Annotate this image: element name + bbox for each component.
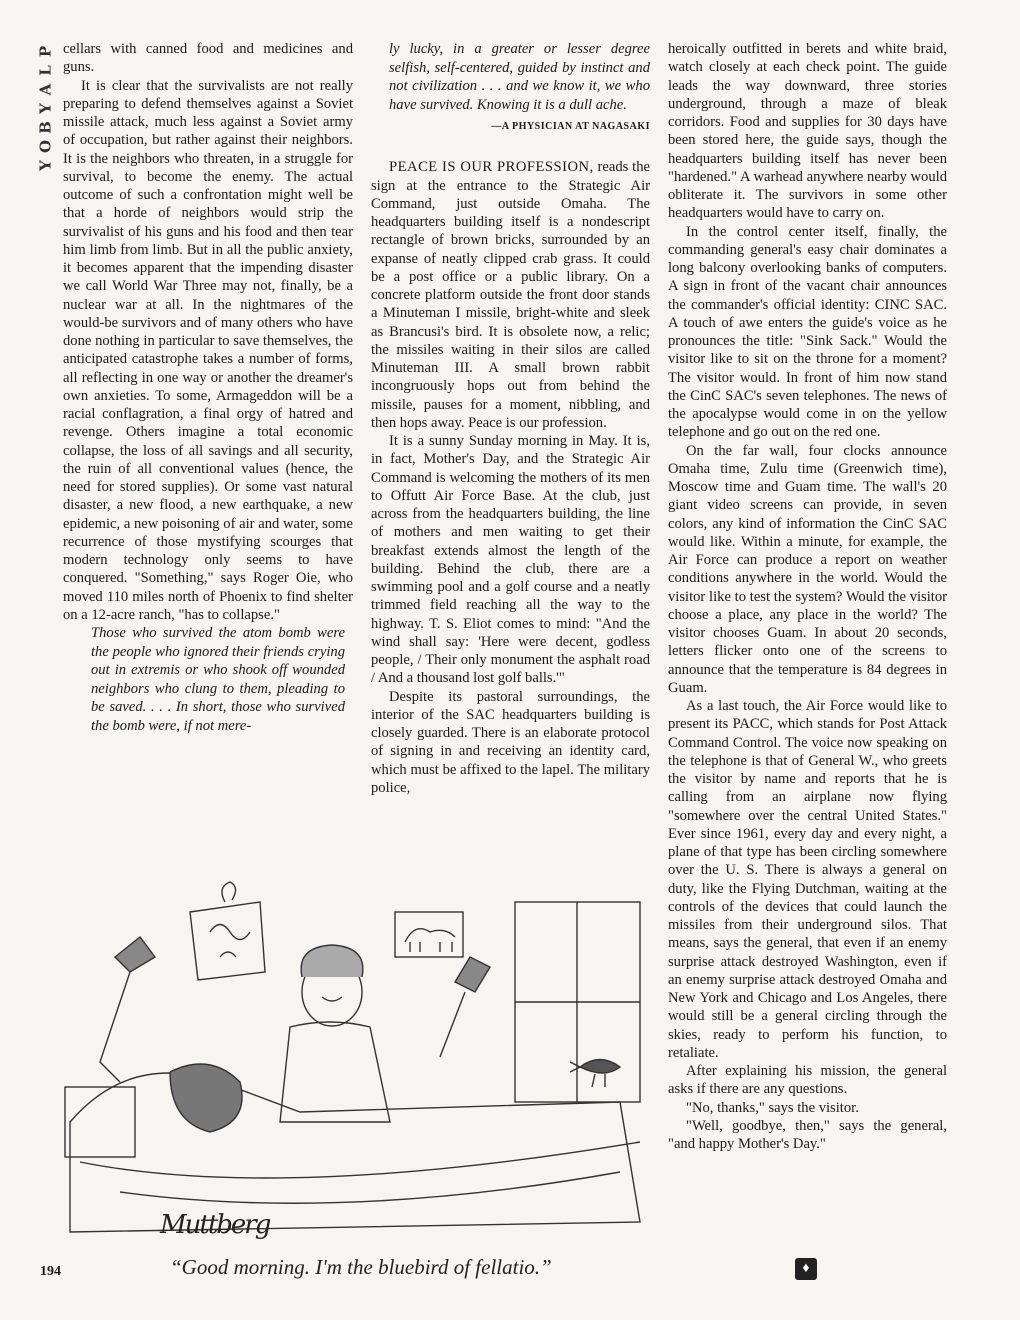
paragraph: heroically outfitted in berets and white braid, watch closely at each check point. The guide leads the way downward, three stories underground, through a maze of bleak corridors. Food and supplies for 30 days have been stored here, the guide says, though the headquarters building itself has never been "hardened." A warhead anywhere nearby would obliterate it. The survivors in some other headquarters would have to carry on. [668,41,947,222]
nightstand [65,1087,135,1157]
person-sitting [280,945,390,1122]
page-number: 194 [40,1264,61,1279]
paragraph: After explaining his mission, the general asks if there are any questions. [668,1063,947,1098]
paragraph: "No, thanks," says the visitor. [686,1099,859,1116]
quote-attribution: —A PHYSICIAN AT NAGASAKI [491,121,650,132]
paragraph: In the control center itself, finally, the commanding general's easy chair dominates a long balcony overlooking banks of computers. A sign in front of the vacant chair announces the commander's official identity: CINC SAC. A touch of awe enters the guide's voice as he pronounces the title: "Sink Sack." Would the visitor like to sit on the throne for a moment? The visitor would. In front of him now stand the CinC SAC's seven telephones. The news of the apocalypse would come in on the yellow telephone and go out on the red one. [668,223,947,441]
cartoonist-signature: Muttberg [160,1210,270,1240]
lamp-left [100,937,155,1082]
cartoon-caption: “Good morning. I'm the bluebird of fellatio.” [170,1255,552,1279]
paragraph: On the far wall, four clocks announce Omaha time, Zulu time (Greenwich time), Moscow time and Guam time. The wall's 20 giant video screens can provide, in seven colors, any kind of information the CinC SAC would like. Within a minute, for example, the Air Force can produce a report on weather conditions anywhere in the world. Would the visitor like to test the system? Would the visitor choose a place, any place in the world? The visitor chooses Guam. In about 20 seconds, letters flicker onto one of the screens to announce that the temperature is 84 degrees in Guam. [668,442,947,696]
paragraph: reads the sign at the entrance to the Strategic Air Command, just outside Omaha. The headquarters building itself is a nondescript rectangle of brown bricks, surrounded by an expanse of neatly clipped crab grass. It could be a post office or a public library. On a concrete platform outside the front door stands a Minuteman I missile, bright-white and sleek as Brancusi's bird. It is obsolete now, a relic; the missiles waiting in their silos are called Minuteman III. A small brown rabbit incongruously hops out from behind the missile, pauses for a moment, nibbling, and then hops away. Peace is our profession. [371,159,650,431]
article-column-2 [371,40,650,797]
pull-quote: Those who survived the atom bomb were the people who ignored their friends crying out in extremis or who shook off wounded neighbors who clung to them, pleading to be saved. . . . In short, those who survived the bomb were, if not mere- [91,625,345,734]
window [515,902,640,1102]
paragraph: It is a sunny Sunday morning in May. It is, in fact, Mother's Day, and the Strategic Air Command is welcoming the mothers of its men to Offutt Air Force Base. At the club, just across from the headquarters building, the line of mothers and men waiting to get their breakfast extends almost the length of the building. Behind the club, there are a swimming pool and a golf course and a neatly trimmed field reaching all the way to the highway. T. S. Eliot comes to mind: "And the wind shall say: 'Here were decent, godless people, / Their only monument the asphalt road / And a thousand lost golf balls.'" [371,433,650,687]
lamp-right [440,957,490,1057]
section-lead: PEACE IS OUR PROFESSION, [389,159,594,176]
paragraph: Despite its pastoral surroundings, the interior of the SAC headquarters building is closely guarded. There is an elaborate protocol of signing in and receiving an identity card, which must be affixed to the lapel. The military police, [371,688,650,796]
article-column-3 [668,40,947,1153]
wall-picture-left [190,882,265,980]
cartoon-illustration [60,862,650,1252]
rabbit-head-logo-icon: ♦ [795,1258,817,1280]
paragraph: cellars with canned food and medicines and guns. [63,41,353,76]
paragraph: As a last touch, the Air Force would like to present its PACC, which stands for Post Attack Command Control. The voice now speaking on the telephone is that of General W., who greets the visitor by name and reports that he is calling from an airplane now flying "somewhere over the central United States." Ever since 1961, every day and every night, a plane of that type has been circling somewhere over the U. S. There is always a general on duty, like the Flying Dutchman, waiting at the controls of the devices that could launch the missiles from their underground silos. That means, says the general, that even if an enemy surprise attack destroyed Washington, even if an enemy surprise attack destroyed Omaha and New York and Chicago and Los Angeles, there would still be a general circling through the skies, ready to perform his function, to retaliate. [668,698,947,1061]
paragraph: "Well, goodbye, then," says the general, "and happy Mother's Day." [668,1117,947,1152]
paragraph: It is clear that the survivalists are not really preparing to defend themselves against a Soviet missile attack, much less against a Soviet army of occupation, but rather against their neighbors. It is the neighbors who threaten, in a struggle for survival, to become the enemy. The actual outcome of such a confrontation might well be that a horde of neighbors would strip the survivalist of his guns and his food and then tear him limb from limb. But in all the public anxiety, it becomes apparent that the impending disaster we call World War Three may not, finally, be a nuclear war at all. In the nightmares of the would-be survivors and of many others who have done nothing in particular to save themselves, the anticipated catastrophe takes a number of forms, all reflecting in one way or another the dreamer's own anxieties. To some, Armageddon will be a racial conflagration, a final orgy of hatred and revenge. Others imagine a total economic collapse, the loss of all savings and all security, the ruin of all conventional values (hence, the need for stored supplies). Or some vast natural disaster, a new flood, a new earthquake, a new epidemic, a new poisoning of air and water, some recurrence of those mystifying scourges that modern technology only seems to have conquered. "Something," says Roger Oie, who moved 110 miles north of Phoenix to find shelter on a 12-acre ranch, "has to collapse." [63,77,353,623]
bed [70,1064,640,1232]
article-column-1 [63,40,353,735]
wall-picture-center [395,912,463,957]
pull-quote-continued: ly lucky, in a greater or lesser degree selfish, self-centered, guided by instinct and not civilization . . . and we know it, we who have survived. Knowing it is a dull ache. [389,41,650,113]
magazine-sidebar-title: P L A Y B O Y [36,45,55,171]
